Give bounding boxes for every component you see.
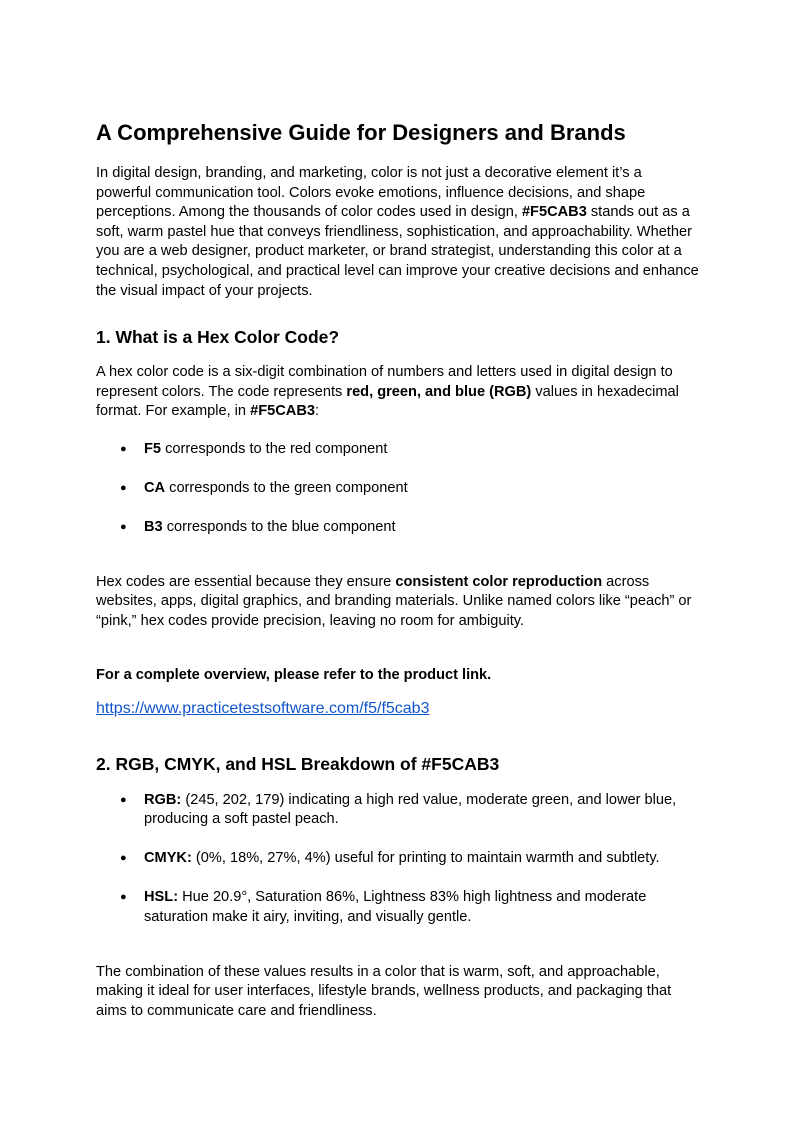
list-item [96, 791, 700, 830]
section1-p1-after: : [315, 403, 320, 420]
bullet-icon: ● [120, 520, 127, 533]
section2-closing-paragraph: The combination of these values results in a color that is warm, soft, and approachable, making it ideal for user interfaces, lifestyle brands, wellness products, and packaging that aims to communicate care and friendliness. [96, 963, 672, 1019]
list-item-bold: CMYK: [144, 850, 192, 867]
section1-p1-before: A hex color code is a six-digit combination of numbers and letters used in digital design to represent colors. The code represents [96, 364, 673, 400]
bullet-icon: ● [120, 442, 127, 455]
list-item-text: Hue 20.9°, Saturation 86%, Lightness 83% high lightness and moderate saturation make it airy, inviting, and visually gentle. [144, 889, 647, 926]
bullet-icon: ● [120, 852, 127, 865]
intro-paragraph [96, 164, 700, 301]
intro-text-before: In digital design, branding, and marketing, color is not just a decorative element it’s a powerful communication tool. Colors evoke emotions, influence decisions, and shape perceptions. Among the thousands of color codes used in design, [96, 165, 646, 221]
section1-p1-middle: values in hexadecimal format. For example, in [96, 383, 679, 420]
bullet-icon: ● [120, 481, 127, 494]
section2-heading: 2. RGB, CMYK, and HSL Breakdown of #F5CAB3 [96, 753, 500, 774]
list-item-bold: F5 [144, 440, 162, 457]
list-item [96, 440, 700, 460]
section1-paragraph-2 [96, 573, 700, 632]
hex-components-list [96, 440, 700, 538]
product-link[interactable]: https://www.practicetestsoftware.com/f5/f5cab3 [96, 699, 430, 717]
list-item [96, 479, 700, 499]
list-item-text: corresponds to the blue component [162, 518, 396, 535]
refer-note: For a complete overview, please refer to the product link. [96, 667, 492, 684]
bullet-icon: ● [120, 793, 127, 806]
document-title: A Comprehensive Guide for Designers and Brands [96, 120, 626, 145]
list-item-bold: RGB: [144, 791, 182, 808]
list-item-bold: CA [144, 479, 166, 496]
list-item [96, 888, 700, 927]
intro-text-after: stands out as a soft, warm pastel hue that conveys friendliness, sophistication, and approachability. Whether you are a web designer, product marketer, or brand strategist, understanding this color at a technical, psychological, and practical level can improve your creative decisions and enhance the visual impact of your projects. [96, 204, 699, 299]
list-item-text: (0%, 18%, 27%, 4%) useful for printing to maintain warmth and subtlety. [191, 850, 660, 867]
bullet-icon: ● [120, 891, 127, 904]
intro-highlight-code: #F5CAB3 [521, 204, 587, 221]
list-item-text: (245, 202, 179) indicating a high red value, moderate green, and lower blue, producing a soft pastel peach. [144, 791, 677, 828]
document-page [96, 118, 700, 1021]
list-item-text: corresponds to the green component [165, 479, 408, 496]
list-item [96, 849, 700, 869]
section1-p2-after: across websites, apps, digital graphics, and branding materials. Unlike named colors like “peach” or “pink,” hex codes provide precision, leaving no room for ambiguity. [96, 573, 692, 629]
section1-p1-bold: red, green, and blue (RGB) [346, 383, 532, 400]
list-item-bold: B3 [144, 518, 163, 535]
section1-p2-before: Hex codes are essential because they ensure [96, 573, 396, 590]
section1-paragraph-1 [96, 363, 700, 422]
section1-heading: 1. What is a Hex Color Code? [96, 327, 340, 348]
list-item [96, 518, 700, 538]
color-breakdown-list [96, 791, 700, 928]
section1-p1-code: #F5CAB3 [250, 403, 315, 420]
list-item-text: corresponds to the red component [161, 440, 388, 457]
section1-p2-bold: consistent color reproduction [395, 573, 603, 590]
list-item-bold: HSL: [144, 889, 179, 906]
